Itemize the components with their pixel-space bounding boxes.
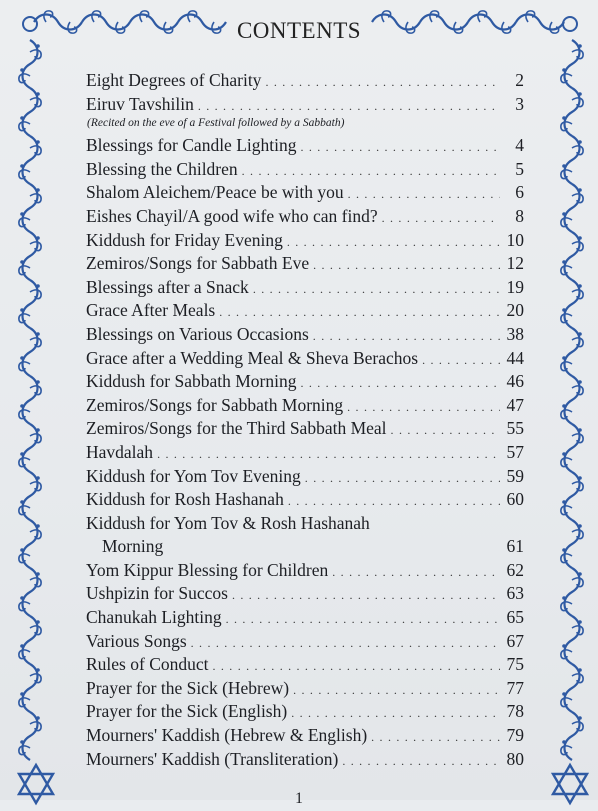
toc-page-number: 63 bbox=[506, 583, 524, 604]
toc-page-number: 77 bbox=[506, 677, 524, 698]
toc-entry[interactable] bbox=[86, 395, 524, 419]
toc-entry[interactable] bbox=[86, 678, 524, 702]
toc-entry-title: Kiddush for Yom Tov & Rosh Hashanah bbox=[86, 512, 370, 533]
toc-entry[interactable] bbox=[86, 489, 524, 513]
toc-entry-title: Prayer for the Sick (English) bbox=[86, 701, 288, 722]
leader-dots bbox=[391, 423, 500, 438]
toc-entry-title: Grace after a Wedding Meal & Sheva Berachos bbox=[86, 347, 419, 368]
toc-entry[interactable] bbox=[86, 300, 524, 324]
toc-entry-title: Blessing the Children bbox=[86, 158, 238, 179]
toc-page-number: 60 bbox=[506, 489, 524, 510]
leader-dots bbox=[219, 305, 500, 320]
leader-dots bbox=[288, 494, 500, 509]
leader-dots bbox=[342, 754, 500, 769]
toc-entry[interactable] bbox=[86, 725, 524, 749]
toc-entry[interactable] bbox=[86, 749, 524, 773]
toc-entry-title: Blessings for Candle Lighting bbox=[86, 135, 297, 156]
leader-dots bbox=[313, 258, 500, 273]
toc-page-number: 12 bbox=[506, 253, 524, 274]
toc-entry-title: Zemiros/Songs for Sabbath Eve bbox=[86, 253, 310, 274]
toc-page-number: 3 bbox=[515, 93, 524, 114]
leader-dots bbox=[300, 140, 500, 155]
leader-dots bbox=[253, 282, 500, 297]
toc-entry-title: Kiddush for Rosh Hashanah bbox=[86, 489, 284, 510]
toc-page-number: 59 bbox=[506, 465, 524, 486]
toc-entry-title: Shalom Aleichem/Peace be with you bbox=[86, 182, 344, 203]
toc-page-number: 6 bbox=[515, 182, 524, 203]
toc-page-number: 47 bbox=[506, 394, 524, 415]
leader-dots bbox=[348, 187, 500, 202]
leader-dots bbox=[242, 164, 500, 179]
toc-entry-title: Eight Degrees of Charity bbox=[86, 70, 262, 90]
toc-entry[interactable] bbox=[86, 206, 524, 230]
toc-entry-title: Kiddush for Friday Evening bbox=[86, 229, 283, 250]
leader-dots bbox=[287, 235, 500, 250]
leader-dots bbox=[300, 376, 500, 391]
toc-page-number: 46 bbox=[506, 371, 524, 392]
toc-entry[interactable] bbox=[86, 348, 524, 372]
toc-entry[interactable] bbox=[86, 70, 524, 94]
toc-page-number: 19 bbox=[506, 276, 524, 297]
toc-page-number: 65 bbox=[506, 607, 524, 628]
toc-entry[interactable] bbox=[86, 701, 524, 725]
toc-page-number: 78 bbox=[506, 701, 524, 722]
toc-entry-title: Chanukah Lighting bbox=[86, 607, 222, 628]
toc-entry[interactable] bbox=[86, 466, 524, 490]
toc-entry-continuation[interactable] bbox=[86, 536, 524, 560]
toc-entry[interactable] bbox=[86, 253, 524, 277]
leader-dots bbox=[226, 612, 500, 627]
leader-dots bbox=[291, 706, 500, 721]
toc-entry[interactable] bbox=[86, 371, 524, 395]
toc-page-number: 8 bbox=[515, 205, 524, 226]
leader-dots bbox=[313, 329, 500, 344]
toc-entry-title: Kiddush for Yom Tov Evening bbox=[86, 465, 301, 486]
toc-page-number: 44 bbox=[506, 347, 524, 368]
table-of-contents bbox=[86, 70, 524, 772]
toc-entry-title: Blessings on Various Occasions bbox=[86, 323, 309, 344]
toc-entry[interactable] bbox=[86, 560, 524, 584]
leader-dots bbox=[347, 400, 500, 415]
toc-entry-title: Yom Kippur Blessing for Children bbox=[86, 559, 329, 580]
toc-entry[interactable] bbox=[86, 135, 524, 159]
leader-dots bbox=[293, 683, 500, 698]
leader-dots bbox=[265, 75, 500, 90]
toc-entry[interactable] bbox=[86, 418, 524, 442]
leader-dots bbox=[422, 353, 500, 368]
toc-page-number: 20 bbox=[506, 300, 524, 321]
toc-entry[interactable] bbox=[86, 607, 524, 631]
toc-entry[interactable] bbox=[86, 654, 524, 678]
toc-entry[interactable] bbox=[86, 631, 524, 655]
leader-dots bbox=[157, 447, 500, 462]
toc-page-number: 57 bbox=[506, 441, 524, 462]
toc-page-number: 2 bbox=[515, 70, 524, 90]
toc-entry[interactable] bbox=[86, 159, 524, 183]
toc-entry-title: Eishes Chayil/A good wife who can find? bbox=[86, 205, 378, 226]
page-folio: 1 bbox=[295, 790, 303, 807]
toc-entry-title: Blessings after a Snack bbox=[86, 276, 249, 297]
toc-entry-title: Rules of Conduct bbox=[86, 654, 209, 675]
toc-page-number: 55 bbox=[506, 418, 524, 439]
toc-entry-title: Mourners' Kaddish (Hebrew & English) bbox=[86, 725, 368, 746]
toc-page-number: 75 bbox=[506, 654, 524, 675]
toc-page-number: 80 bbox=[506, 748, 524, 769]
toc-entry-title: Ushpizin for Succos bbox=[86, 583, 228, 604]
toc-entry[interactable] bbox=[86, 277, 524, 301]
toc-entry[interactable] bbox=[86, 513, 524, 537]
toc-entry-title: Zemiros/Songs for the Third Sabbath Meal bbox=[86, 418, 387, 439]
toc-page-number: 10 bbox=[506, 229, 524, 250]
toc-entry[interactable] bbox=[86, 583, 524, 607]
toc-page-number: 61 bbox=[506, 536, 524, 557]
toc-page-number: 67 bbox=[506, 630, 524, 651]
toc-page-number: 5 bbox=[515, 158, 524, 179]
leader-dots bbox=[382, 211, 500, 226]
toc-entry-title: Eiruv Tavshilin bbox=[86, 93, 194, 114]
toc-entry-title: Grace After Meals bbox=[86, 300, 216, 321]
toc-page-number: 4 bbox=[515, 135, 524, 156]
leader-dots bbox=[198, 99, 500, 114]
toc-entry-title: Havdalah bbox=[86, 441, 154, 462]
toc-entry-title: Mourners' Kaddish (Transliteration) bbox=[86, 748, 339, 769]
leader-dots bbox=[213, 659, 501, 674]
toc-page-number: 38 bbox=[506, 323, 524, 344]
leader-dots bbox=[332, 565, 500, 580]
toc-entry[interactable] bbox=[86, 442, 524, 466]
leader-dots bbox=[305, 471, 500, 486]
toc-entry-title: Prayer for the Sick (Hebrew) bbox=[86, 677, 290, 698]
toc-entry[interactable] bbox=[86, 324, 524, 348]
toc-entry-title: Kiddush for Sabbath Morning bbox=[86, 371, 297, 392]
toc-page-number: 62 bbox=[506, 559, 524, 580]
toc-entry[interactable] bbox=[86, 230, 524, 254]
toc-note: (Recited on the eve of a Festival followed by a Sabbath) bbox=[87, 117, 345, 130]
leader-dots bbox=[191, 636, 500, 651]
toc-page-number: 79 bbox=[506, 725, 524, 746]
leader-dots bbox=[232, 588, 500, 603]
page-title: CONTENTS bbox=[236, 18, 362, 43]
toc-entry-title: Zemiros/Songs for Sabbath Morning bbox=[86, 394, 344, 415]
leader-dots bbox=[371, 730, 500, 745]
toc-entry-title: Various Songs bbox=[86, 630, 187, 651]
toc-entry[interactable] bbox=[86, 182, 524, 206]
toc-entry[interactable] bbox=[86, 94, 524, 118]
toc-entry-title-continuation: Morning bbox=[102, 536, 164, 557]
